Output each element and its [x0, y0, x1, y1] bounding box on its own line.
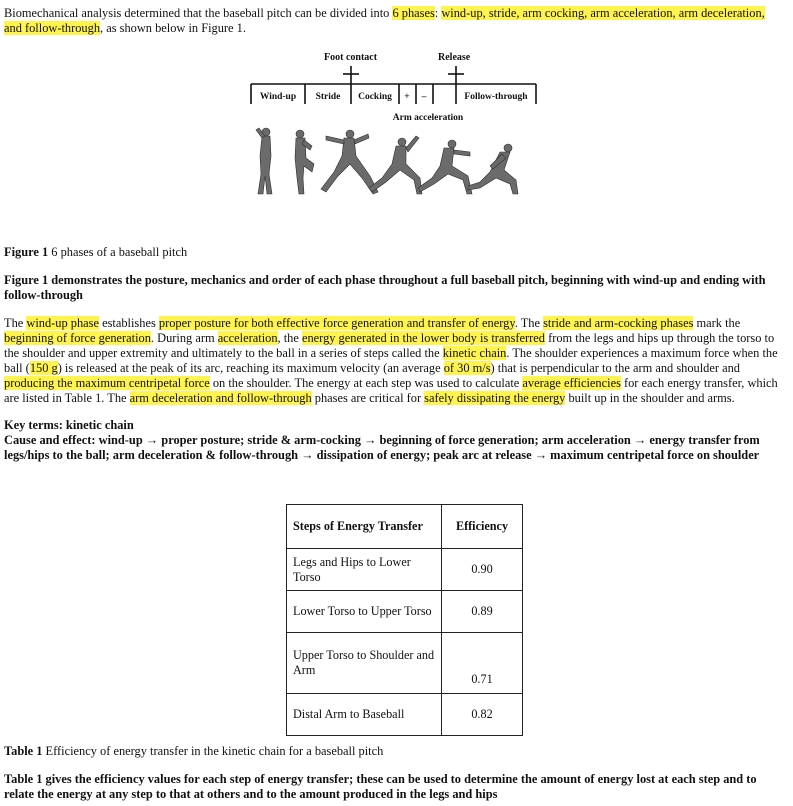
body-highlight: average efficiencies [522, 376, 621, 390]
body-text: mark the [693, 316, 741, 330]
phase-windup-label: Wind-up [259, 92, 297, 102]
body-highlight: 150 g [29, 361, 58, 375]
body-highlight: energy generated in the lower body is transferred [301, 331, 545, 345]
intro-highlight: wind-up, stride, arm cocking, arm acceleration, arm deceleration, and follow-through [4, 6, 765, 35]
body-text: , the [277, 331, 302, 345]
phase-minus-label: – [421, 92, 427, 102]
table-row [287, 694, 523, 736]
intro-text: : [434, 6, 442, 20]
body-highlight: kinetic chain [442, 346, 507, 360]
body-text: phases are critical for [311, 391, 425, 405]
body-highlight: acceleration [217, 331, 278, 345]
body-text: for each energy transfer, which are listed in Table 1. The [4, 376, 778, 405]
release-label: Release [438, 52, 471, 63]
body-text: ) is released at the peak of its arc, reaching its maximum velocity (an average [57, 361, 444, 375]
phase-cocking-label: Cocking [358, 92, 392, 102]
arm-acceleration-label: Arm acceleration [392, 113, 464, 123]
table-row [287, 633, 523, 694]
table-header-steps: Steps of Energy Transfer [287, 505, 442, 549]
phase-followthrough-label: Follow-through [464, 92, 528, 102]
table-cell-step: Legs and Hips to Lower Torso [287, 549, 442, 591]
body-text: . The shoulder experiences a maximum force when the ball ( [4, 346, 778, 375]
table-cell-efficiency: 0.89 [442, 591, 523, 633]
body-text: establishes [98, 316, 159, 330]
pitcher-figures-illustration [256, 128, 518, 194]
table-cell-step: Upper Torso to Shoulder and Arm [287, 633, 442, 694]
intro-highlight: 6 phases [392, 6, 435, 20]
table-caption [4, 744, 383, 759]
table-row [287, 591, 523, 633]
table-header-efficiency: Efficiency [442, 505, 523, 549]
body-highlight: stride and arm-cocking phases [543, 316, 694, 330]
body-text: from the legs and hips up through the torso to the shoulder and upper extremity and ultimately to the ball in a series of steps called the [4, 331, 775, 360]
body-highlight: of 30 m/s [443, 361, 491, 375]
intro-text: Biomechanical analysis determined that the baseball pitch can be divided into [4, 6, 393, 20]
table-caption-label: Table 1 [4, 744, 43, 758]
key-terms-block [4, 418, 788, 463]
body-text: on the shoulder. The energy at each step was used to calculate [209, 376, 523, 390]
figure-caption-text: 6 phases of a baseball pitch [48, 245, 188, 259]
intro-paragraph [4, 6, 784, 36]
body-highlight: producing the maximum centripetal force [4, 376, 210, 390]
phase-plus-label: + [404, 92, 410, 102]
body-text: built up in the shoulder and arms. [565, 391, 735, 405]
table-description: Table 1 gives the efficiency values for each step of energy transfer; these can be used to determine the amount of energy lost at each step and to relate the energy at any step to that at others and to the amount produced in the legs and hips [4, 772, 757, 801]
table-caption-text: Efficiency of energy transfer in the kinetic chain for a baseball pitch [42, 744, 384, 758]
body-highlight: safely dissipating the energy [424, 391, 566, 405]
body-paragraph [4, 316, 788, 406]
table-cell-step: Distal Arm to Baseball [287, 694, 442, 736]
body-text: The [4, 316, 27, 330]
key-terms-line: Key terms: kinetic chain [4, 418, 134, 432]
figure-description: Figure 1 demonstrates the posture, mechanics and order of each phase throughout a full baseball pitch, beginning with wind-up and ending with follow-through [4, 273, 766, 302]
cause-effect-line: Cause and effect: wind-up → proper posture; stride & arm-cocking → beginning of force generation; arm acceleration → energy transfer from legs/hips to the ball; arm deceleration & follow-through → dissipation of energy; peak arc at release → maximum centripetal force on shoulder [4, 433, 760, 462]
body-text: . During arm [150, 331, 218, 345]
table-header-row [287, 505, 523, 549]
figure-caption-label: Figure 1 [4, 245, 49, 259]
figure-caption [4, 245, 187, 260]
pitch-phases-figure [240, 46, 540, 206]
body-text: . The [514, 316, 544, 330]
table-cell-efficiency: 0.82 [442, 694, 523, 736]
body-highlight: beginning of force generation [4, 331, 151, 345]
table-row [287, 549, 523, 591]
intro-text: , as shown below in Figure 1. [100, 21, 246, 35]
body-text: ) that is perpendicular to the arm and shoulder and [490, 361, 740, 375]
body-highlight: arm deceleration and follow-through [129, 391, 312, 405]
table-cell-efficiency: 0.90 [442, 549, 523, 591]
table-cell-efficiency: 0.71 [442, 633, 523, 694]
phase-stride-label: Stride [315, 92, 341, 102]
body-highlight: wind-up phase [26, 316, 99, 330]
energy-transfer-table [286, 504, 523, 736]
foot-contact-label: Foot contact [324, 52, 378, 63]
table-cell-step: Lower Torso to Upper Torso [287, 591, 442, 633]
body-highlight: proper posture for both effective force generation and transfer of energy [158, 316, 515, 330]
